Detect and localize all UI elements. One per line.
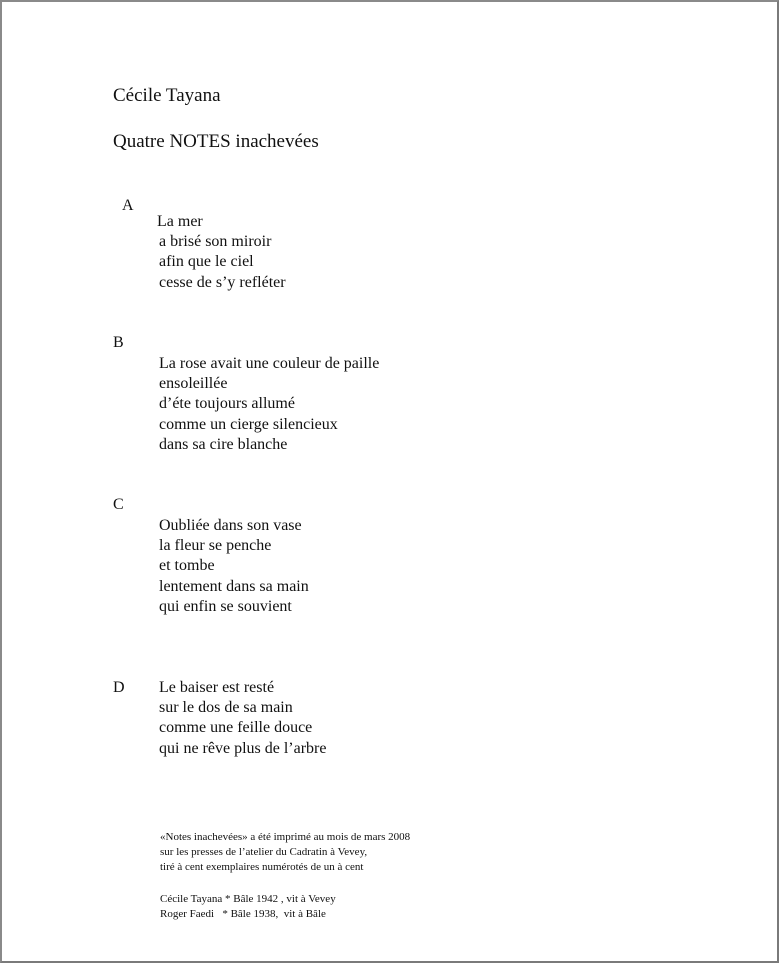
- poem-line: ensoleillée: [159, 375, 228, 393]
- bio-line: Roger Faedi * Bâle 1938, vit à Bâle: [160, 908, 326, 920]
- poem-line: qui enfin se souvient: [159, 597, 292, 615]
- poem-line: d’éte toujours allumé: [159, 395, 295, 413]
- poem-line: lentement dans sa main: [159, 577, 309, 595]
- poem-line: afin que le ciel: [159, 253, 254, 271]
- author-bios: [160, 892, 336, 922]
- section-label-c: C: [113, 496, 124, 513]
- poem-c: [159, 516, 309, 617]
- poem-line: la fleur se penche: [159, 537, 272, 555]
- poem-line: qui ne rêve plus de l’arbre: [159, 739, 327, 757]
- poem-line: et tombe: [159, 557, 215, 575]
- poem-line: a brisé son miroir: [159, 233, 272, 251]
- author-name: Cécile Tayana: [113, 85, 221, 106]
- poem-line: sur le dos de sa main: [159, 699, 293, 717]
- poem-line: La rose avait une couleur de paille: [159, 355, 380, 372]
- section-label-b: B: [113, 334, 124, 351]
- colophon-line: sur les presses de l’atelier du Cadratin à Vevey,: [160, 846, 368, 858]
- colophon-line: «Notes inachevées» a été imprimé au mois de mars 2008: [160, 831, 411, 843]
- poem-a: [157, 212, 286, 293]
- section-label-d: D: [113, 679, 125, 696]
- poem-line: comme un cierge silencieux: [159, 415, 338, 433]
- section-label-a: A: [122, 197, 134, 214]
- poem-line: comme une feille douce: [159, 719, 313, 737]
- document-title: Quatre NOTES inachevées: [113, 131, 319, 152]
- poem-line: La mer: [157, 213, 203, 230]
- poem-line: Oubliée dans son vase: [159, 517, 302, 534]
- colophon-line: tiré à cent exemplaires numérotés de un à cent: [160, 861, 364, 873]
- bio-line: Cécile Tayana * Bâle 1942 , vit à Vevey: [160, 893, 336, 905]
- colophon: [160, 830, 410, 875]
- poem-d: [159, 678, 326, 759]
- poem-line: dans sa cire blanche: [159, 435, 288, 453]
- poem-b: [159, 354, 379, 455]
- poem-line: cesse de s’y refléter: [159, 273, 286, 291]
- poem-line: Le baiser est resté: [159, 679, 275, 696]
